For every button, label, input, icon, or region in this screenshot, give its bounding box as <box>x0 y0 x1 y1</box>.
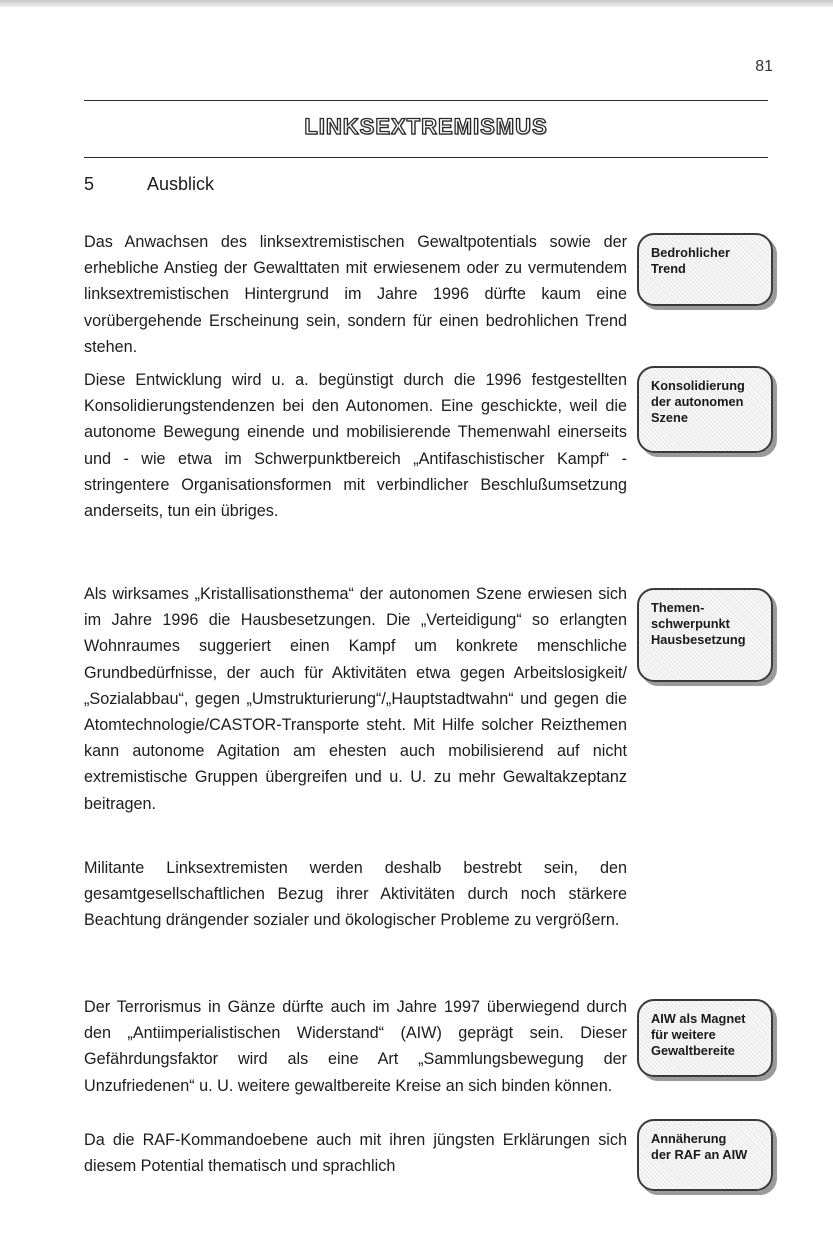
page-number: 81 <box>755 58 773 75</box>
running-head: LINKSEXTREMISMUS <box>304 114 548 139</box>
body-paragraph: Da die RAF-Kommandoebene auch mit ihren jüngsten Erklärungen sich diesem Potential thematisch und sprachlich <box>84 1131 627 1176</box>
section-number: 5 <box>84 174 95 194</box>
header-rule-top <box>84 100 768 101</box>
margin-note: Bedrohlicher Trend <box>637 233 773 306</box>
margin-note: Annäherung der RAF an AIW <box>637 1119 773 1191</box>
header-rule-bottom <box>84 157 768 158</box>
body-paragraph: Als wirksames „Kristallisationsthema“ der autonomen Szene erwiesen sich im Jahre 1996 die Hausbesetzungen. Die „Verteidigung“ so erlangten Wohnraumes suggeriert einen Kampf um konkrete menschliche Grundbedürfnisse, der auch für Aktivitäten etwa gegen Arbeitslosigkeit/„Sozialabbau“, gegen „Umstrukturierung“/„Hauptstadtwahn“ und gegen die Atomtechnologie/CASTOR-Transporte steht. Mit Hilfe solcher Reizthemen kann autonome Agitation am ehesten auch mobilisierend auf nicht extremistische Gruppen übergreifen und u. U. zu mehr Gewaltakzeptanz beitragen. <box>84 585 627 813</box>
margin-note: Themen- schwerpunkt Hausbesetzung <box>637 588 773 682</box>
section-heading <box>84 174 214 195</box>
body-paragraph: Das Anwachsen des linksextremistischen Gewaltpotentials sowie der erhebliche Anstieg der Gewalttaten mit erwiesenem oder zu vermutendem linksextremistischen Hintergrund im Jahre 1996 dürfte kaum eine vorübergehende Erscheinung sein, sondern für einen bedrohlichen Trend stehen. <box>84 233 627 356</box>
section-title: Ausblick <box>147 174 215 194</box>
body-paragraph: Militante Linksextremisten werden deshalb bestrebt sein, den gesamtgesellschaftlichen Bezug ihrer Aktivitäten durch noch stärkere Beachtung drängender sozialer und ökologischer Probleme zu vergrößern. <box>84 859 627 930</box>
body-paragraph: Diese Entwicklung wird u. a. begünstigt durch die 1996 festgestellten Konsolidierungstendenzen bei den Autonomen. Eine geschickte, weil die autonome Bewegung einende und mobilisierende Themenwahl einerseits und - wie etwa im Schwerpunktbereich „Antifaschistischer Kampf“ - stringentere Organisationsformen mit verbindlicher Beschlußumsetzung anderseits, tun ein übriges. <box>84 371 627 521</box>
margin-note: Konsolidierung der autonomen Szene <box>637 366 773 453</box>
margin-note: AIW als Magnet für weitere Gewaltbereite <box>637 999 773 1077</box>
scan-edge <box>0 0 833 7</box>
body-paragraph: Der Terrorismus in Gänze dürfte auch im Jahre 1997 überwiegend durch den „Antiimperialistischen Widerstand“ (AIW) geprägt sein. Dieser Gefährdungsfaktor wird als eine Art „Sammlungsbewegung der Unzufriedenen“ u. U. weitere gewaltbereite Kreise an sich binden können. <box>84 998 627 1095</box>
